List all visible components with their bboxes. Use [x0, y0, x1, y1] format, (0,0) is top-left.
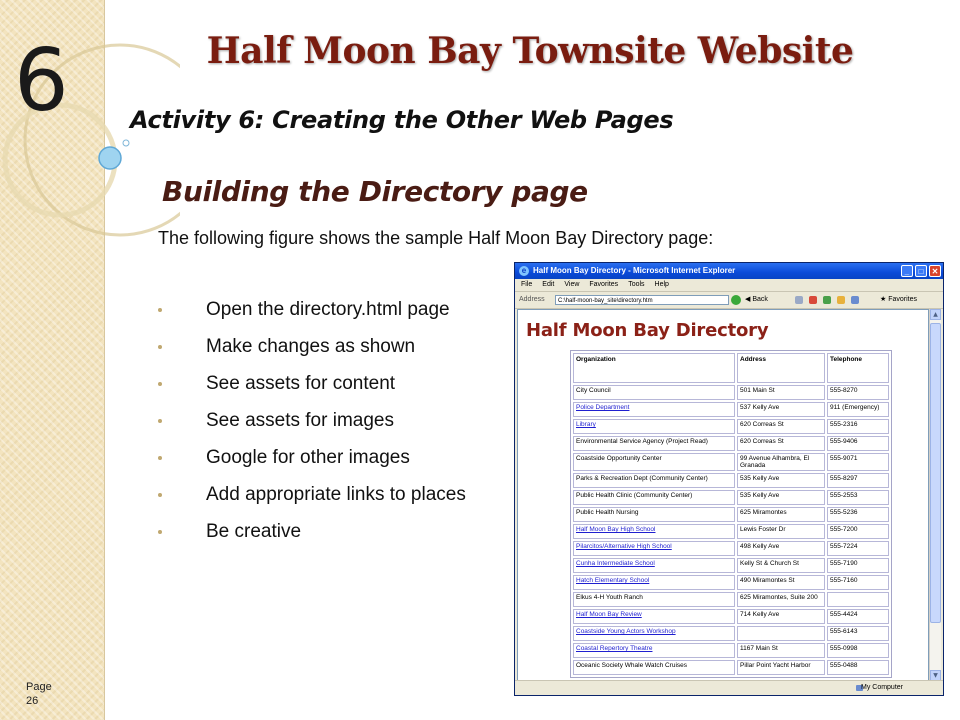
organization-cell: Environmental Service Agency (Project Read): [573, 436, 735, 451]
browser-menubar: [515, 279, 943, 292]
page-label-text: Page: [26, 681, 52, 693]
organization-link[interactable]: Cunha Intermediate School: [573, 558, 735, 573]
telephone-cell: 555-4424: [827, 609, 889, 624]
telephone-cell: 555-7160: [827, 575, 889, 590]
go-icon[interactable]: [731, 295, 741, 305]
table-row: [573, 507, 889, 522]
list-item-text: See assets for content: [206, 373, 396, 394]
address-cell: 498 Kelly Ave: [737, 541, 825, 556]
address-cell: 537 Kelly Ave: [737, 402, 825, 417]
list-item-text: Google for other images: [206, 447, 410, 468]
address-cell: 620 Correas St: [737, 436, 825, 451]
address-cell: 625 Miramontes, Suite 200: [737, 592, 825, 607]
scroll-thumb[interactable]: [930, 323, 941, 623]
directory-page-heading: Half Moon Bay Directory: [526, 320, 769, 341]
menu-help[interactable]: Help: [654, 281, 669, 288]
bullet-icon: [158, 345, 162, 349]
list-item: [158, 481, 466, 518]
status-zone-text: My Computer: [860, 684, 903, 691]
favorites-label: Favorites: [888, 296, 917, 303]
table-row: [573, 436, 889, 451]
table-row: [573, 643, 889, 658]
organization-link[interactable]: Hatch Elementary School: [573, 575, 735, 590]
table-row: [573, 385, 889, 400]
page-number: 26: [26, 695, 39, 707]
slide-number: 6: [14, 31, 69, 131]
search-icon[interactable]: [851, 296, 859, 304]
telephone-cell: 555-9071: [827, 453, 889, 471]
browser-address-bar: [515, 292, 943, 309]
telephone-cell: 555-7200: [827, 524, 889, 539]
favorites-button[interactable]: ★ Favorites: [879, 296, 917, 303]
ie-logo-icon: e: [519, 266, 529, 276]
bullet-icon: [158, 493, 162, 497]
telephone-cell: 555-8270: [827, 385, 889, 400]
minimize-icon[interactable]: _: [901, 265, 913, 277]
table-row: [573, 626, 889, 641]
intro-text: The following figure shows the sample Half Moon Bay Directory page:: [158, 228, 714, 248]
scroll-down-icon[interactable]: ▼: [930, 670, 941, 681]
scroll-up-icon[interactable]: ▲: [930, 309, 941, 320]
column-header-telephone: Telephone: [827, 353, 889, 383]
maximize-icon[interactable]: □: [915, 265, 927, 277]
list-item-text: See assets for images: [206, 410, 394, 431]
bullet-icon: [158, 419, 162, 423]
organization-link[interactable]: Police Department: [573, 402, 735, 417]
menu-edit[interactable]: Edit: [542, 281, 555, 288]
back-label: Back: [752, 296, 768, 303]
directory-table: [570, 350, 892, 678]
list-item-text: Be creative: [206, 521, 302, 542]
address-cell: [737, 626, 825, 641]
table-row: [573, 453, 889, 471]
organization-link[interactable]: Coastal Repertory Theatre: [573, 643, 735, 658]
organization-link[interactable]: Coastside Young Actors Workshop: [573, 626, 735, 641]
list-item: [158, 333, 466, 370]
back-button[interactable]: ◀ Back: [745, 296, 768, 303]
bullet-icon: [158, 382, 162, 386]
table-row: [573, 575, 889, 590]
table-row: [573, 558, 889, 573]
telephone-cell: 555-7190: [827, 558, 889, 573]
column-header-organization: Organization: [573, 353, 735, 383]
telephone-cell: 555-5236: [827, 507, 889, 522]
section-heading: Building the Directory page: [162, 175, 588, 208]
list-item-text: Open the directory.html page: [206, 299, 450, 320]
address-input[interactable]: C:\half-moon-bay_site\directory.htm: [555, 295, 729, 305]
telephone-cell: 555-8297: [827, 473, 889, 488]
table-row: [573, 609, 889, 624]
table-header-row: [573, 353, 889, 383]
address-label: Address: [519, 296, 545, 303]
column-header-address: Address: [737, 353, 825, 383]
menu-favorites[interactable]: Favorites: [589, 281, 619, 288]
vertical-scrollbar[interactable]: [929, 309, 941, 681]
bullet-icon: [158, 530, 162, 534]
telephone-cell: [827, 592, 889, 607]
telephone-cell: 555-2553: [827, 490, 889, 505]
telephone-cell: 911 (Emergency): [827, 402, 889, 417]
organization-link[interactable]: Half Moon Bay High School: [573, 524, 735, 539]
organization-link[interactable]: Pilarcitos/Alternative High School: [573, 541, 735, 556]
browser-titlebar: [515, 263, 943, 279]
stop-icon[interactable]: [809, 296, 817, 304]
table-row: [573, 490, 889, 505]
telephone-cell: 555-9406: [827, 436, 889, 451]
address-cell: Lewis Foster Dr: [737, 524, 825, 539]
list-item: [158, 370, 466, 407]
table-row: [573, 419, 889, 434]
list-item: [158, 407, 466, 444]
organization-cell: Oceanic Society Whale Watch Cruises: [573, 660, 735, 675]
address-cell: 625 Miramontes: [737, 507, 825, 522]
address-cell: 99 Avenue Alhambra, El Granada: [737, 453, 825, 471]
address-cell: 535 Kelly Ave: [737, 473, 825, 488]
list-item-text: Add appropriate links to places: [206, 484, 466, 505]
address-cell: Kelly St & Church St: [737, 558, 825, 573]
menu-file[interactable]: File: [521, 281, 533, 288]
telephone-cell: 555-0488: [827, 660, 889, 675]
telephone-cell: 555-6143: [827, 626, 889, 641]
telephone-cell: 555-7224: [827, 541, 889, 556]
table-row: [573, 660, 889, 675]
address-cell: 620 Correas St: [737, 419, 825, 434]
bullet-icon: [158, 308, 162, 312]
bullet-icon: [158, 456, 162, 460]
address-cell: Pillar Point Yacht Harbor: [737, 660, 825, 675]
menu-tools[interactable]: Tools: [628, 281, 645, 288]
telephone-cell: 555-2316: [827, 419, 889, 434]
directory-table-body: [573, 385, 889, 675]
slide-subtitle: Activity 6: Creating the Other Web Pages: [130, 106, 674, 134]
organization-link[interactable]: Library: [573, 419, 735, 434]
table-row: [573, 402, 889, 417]
browser-viewport: [517, 309, 929, 681]
table-row: [573, 524, 889, 539]
table-row: [573, 473, 889, 488]
refresh-icon[interactable]: [823, 296, 831, 304]
organization-cell: Parks & Recreation Dept (Community Center): [573, 473, 735, 488]
browser-status-bar: [515, 680, 943, 695]
forward-icon[interactable]: [795, 296, 803, 304]
menu-view[interactable]: View: [564, 281, 580, 288]
browser-window-figure: [514, 262, 944, 696]
list-item: [158, 296, 466, 333]
list-item: [158, 518, 466, 555]
organization-cell: Public Health Clinic (Community Center): [573, 490, 735, 505]
page-label: [26, 680, 52, 708]
address-cell: 490 Miramontes St: [737, 575, 825, 590]
organization-cell: Coastside Opportunity Center: [573, 453, 735, 471]
list-item-text: Make changes as shown: [206, 336, 416, 357]
address-cell: 1167 Main St: [737, 643, 825, 658]
slide-title: Half Moon Bay Townsite Website: [206, 30, 854, 72]
address-cell: 714 Kelly Ave: [737, 609, 825, 624]
close-icon[interactable]: ✕: [929, 265, 941, 277]
telephone-cell: 555-0998: [827, 643, 889, 658]
address-cell: 535 Kelly Ave: [737, 490, 825, 505]
list-item: [158, 444, 466, 481]
organization-cell: Public Health Nursing: [573, 507, 735, 522]
address-cell: 501 Main St: [737, 385, 825, 400]
home-icon[interactable]: [837, 296, 845, 304]
instruction-list: [158, 296, 466, 555]
table-row: [573, 592, 889, 607]
browser-window-title: Half Moon Bay Directory - Microsoft Internet Explorer: [533, 266, 736, 275]
organization-link[interactable]: Half Moon Bay Review: [573, 609, 735, 624]
organization-cell: Elkus 4-H Youth Ranch: [573, 592, 735, 607]
organization-cell: City Council: [573, 385, 735, 400]
table-row: [573, 541, 889, 556]
